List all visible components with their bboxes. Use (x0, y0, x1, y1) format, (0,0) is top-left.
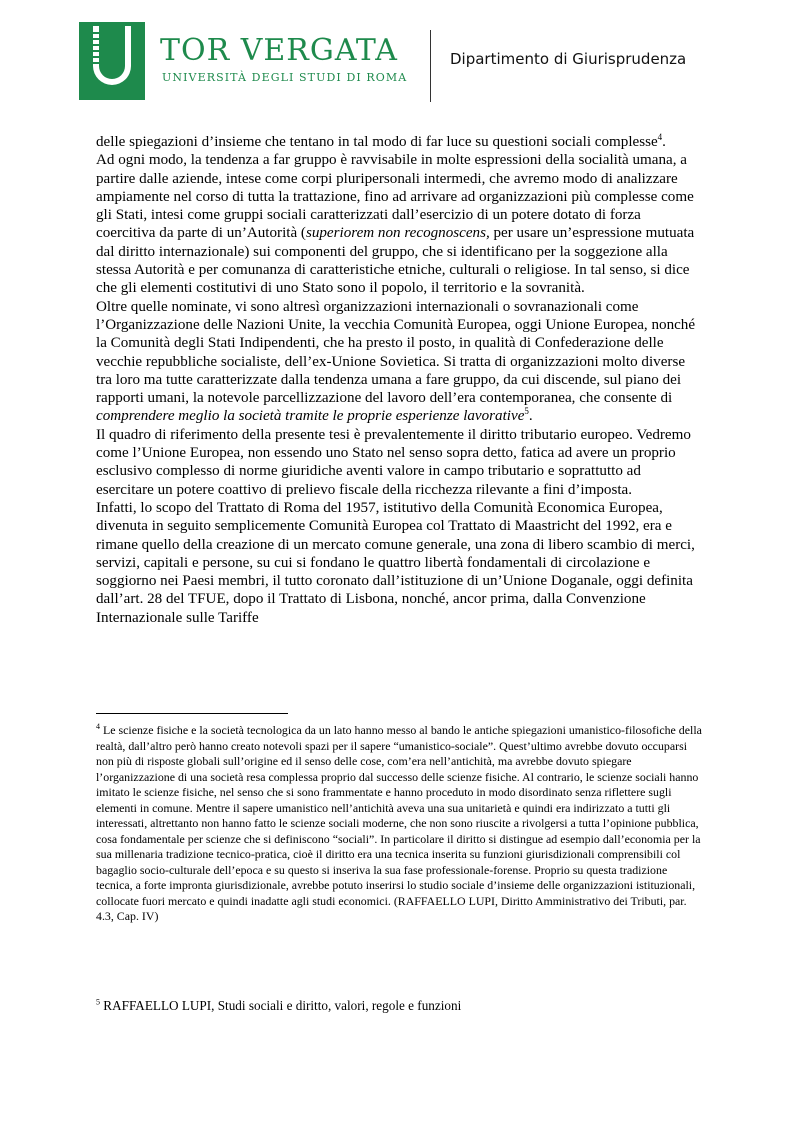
paragraph-1-text: delle spiegazioni d’insieme che tentano in tal modo di far luce su questioni sociali complesse (96, 134, 658, 150)
footnote-5-text: RAFFAELLO LUPI, Studi sociali e diritto, valori, regole e funzioni (103, 998, 462, 1013)
university-name: TOR VERGATA (160, 33, 398, 68)
paragraph-1: delle spiegazioni d’insieme che tentano in tal modo di far luce su questioni sociali complesse$^4$. (96, 131, 666, 150)
department-name: Dipartimento di Giurisprudenza (450, 50, 687, 68)
paragraph-2-after: per usare un’espressione mutuata dal diritto internazionale) sui componenti del gruppo, che si identificano per la soggezione alla stessa Autorità e per comunanza di caratteristiche etniche, culturali o religiose. In tal senso, si dice che gli elementi costitutivi di uno Stato sono il popolo, il territorio e la sovranità. (96, 225, 695, 297)
footnote-4-text: Le scienze fisiche e la società tecnologica da un lato hanno messo al bando le antiche spiegazioni umanistico-filosofiche della realtà, dall’altro però hanno creato notevoli spazi per il sapere “umanistico-sociale”. Quest’ultimo avrebbe dovuto occuparsi non più di risposte globali sull’origine ed il senso delle cose, com’era nell’antichità, ma avrebbe dovuto spiegare l’organizzazione di una società resa complessa proprio dal successo delle scienze fisiche. Al contrario, le scienze sociali hanno imitato le scienze fisiche, nel senso che si sono frammentate e hanno proceduto in modo disordinato senza riflettere sugli elementi in comune. Mentre il sapere umanistico nell’antichità aveva una sua unitarietà e quindi era indirizzato a tutti gli interessati, altrettanto non hanno fatto le scienze sociali moderne, che non sono riuscite a rivolgersi a tutta l’opinione pubblica, cosa fondamentale per scienze che si definiscono “sociali”. In particolare il diritto si distingue ad esempio dall’economia per la sua millenaria tradizione tecnico-pratica, cioè il diritto era una tecnica inserita su funzioni giurisdizionali comprensibili col bagaglio socio-culturale dell’epoca e su questo si inseriva la sua fase professionale-forense. Proprio su questa tradizione tecnica, a forte impronta giurisdizionale, avrebbe potuto inserirsi lo studio sociale d’insieme delle organizzazioni istituzionali, collocate fuori mercato e quindi inadatte agli studi economici. (RAFFAELLO LUPI, Diritto Amministrativo dei Tributi, par. 4.3, Cap. IV) (96, 723, 702, 923)
footnote-5 (96, 998, 706, 1014)
footnote-4-number: 4 (96, 722, 100, 732)
paragraph-3-before: Oltre quelle nominate, vi sono altresì organizzazioni internazionali o sovranazionali come l’Organizzazione delle Nazioni Unite, la vecchia Comunità Europea, oggi Unione Europea, nonché la Comunità degli Stati Indipendenti, che ha presto il posto, in qualità di Confederazione delle vecchie repubbliche socialiste, dell’ex-Unione Sovietica. Si tratta di organizzazioni molto diverse tra loro ma tutte caratterizzate dalla tendenza umana a fare gruppo, da cui discende, sul piano dei rapporti umani, la notevole parcellizzazione del lavoro dell’era contemporanea, che consente di (96, 298, 696, 407)
footnote-separator (96, 713, 288, 714)
footnote-4 (96, 723, 706, 925)
main-text (96, 133, 700, 627)
paragraph-2 (96, 151, 700, 297)
footnote-ref-5[interactable]: 5 (524, 406, 529, 417)
footnote-ref-4[interactable]: 4 (657, 131, 663, 142)
paragraph-2-before: Ad ogni modo, la tendenza a far gruppo è ravvisabile in molte espressioni della socialità umana, a partire dalle aziende, intese come corpi pluripersonali intermedi, che avremo modo di analizzare ampiamente nel corso di tutta la trattazione, fino ad arrivare ad organizzazioni più complesse come gli Stati, intesi come gruppi sociali caratterizzati dall’esercizio di un potere dotato di forza coercitiva da parte di un’Autorità ( (96, 152, 694, 242)
paragraph-2-italic: superiorem non recognoscens, (305, 225, 490, 242)
paragraph-5: Infatti, lo scopo del Trattato di Roma del 1957, istitutivo della Comunità Economica Europea, divenuta in seguito semplicemente Comunità Europea col Trattato di Maastricht del 1992, era e rimane quello della creazione di un mercato comune generale, una zona di libero scambio di merci, servizi, capitali e persone, su cui si fondano le quattro libertà fondamentali di circolazione e soggiorno nei Paesi membri, il tutto coronato dall’istituzione di un’Unione Doganale, oggi definita dall’art. 28 del TFUE, dopo il Trattato di Lisbona, nonché, ancor prima, dalla Convenzione Internazionale sulle Tariffe (96, 499, 695, 626)
header-divider (430, 30, 431, 102)
university-logo-icon (79, 22, 145, 100)
footnote-5-number: 5 (96, 997, 100, 1007)
paragraph-3-italic: comprendere meglio la società tramite le proprie esperienze lavorative (96, 408, 525, 425)
paragraph-3: Oltre quelle nominate, vi sono altresì organizzazioni internazionali o sovranazionali come l’Organizzazione delle Nazioni Unite, la vecchia Comunità Europea, oggi Unione Europea, nonché la Comunità degli Stati Indipendenti, che ha presto il posto, in qualità di Confederazione delle vecchie repubbliche socialiste, dell’ex-Unione Sovietica. Si tratta di organizzazioni molto diverse tra loro ma tutte caratterizzate dalla tendenza umana a fare gruppo, da cui discende, sul piano dei rapporti umani, la notevole parcellizzazione del lavoro dell’era contemporanea, che consente di comprendere meglio la società tramite le proprie esperienze lavorative$^5$. (96, 298, 696, 425)
university-subtitle: UNIVERSITÀ DEGLI STUDI DI ROMA (162, 71, 408, 84)
paragraph-4: Il quadro di riferimento della presente tesi è prevalentemente il diritto tributario europeo. Vedremo come l’Unione Europea, non essendo uno Stato nel senso sopra detto, fatica ad avere un proprio esclusivo complesso di norme giuridiche aventi valore in campo tributario e soprattutto ad esercitare un potere coattivo di prelievo fiscale della ricchezza rilevante a fini d’imposta. (96, 426, 691, 498)
